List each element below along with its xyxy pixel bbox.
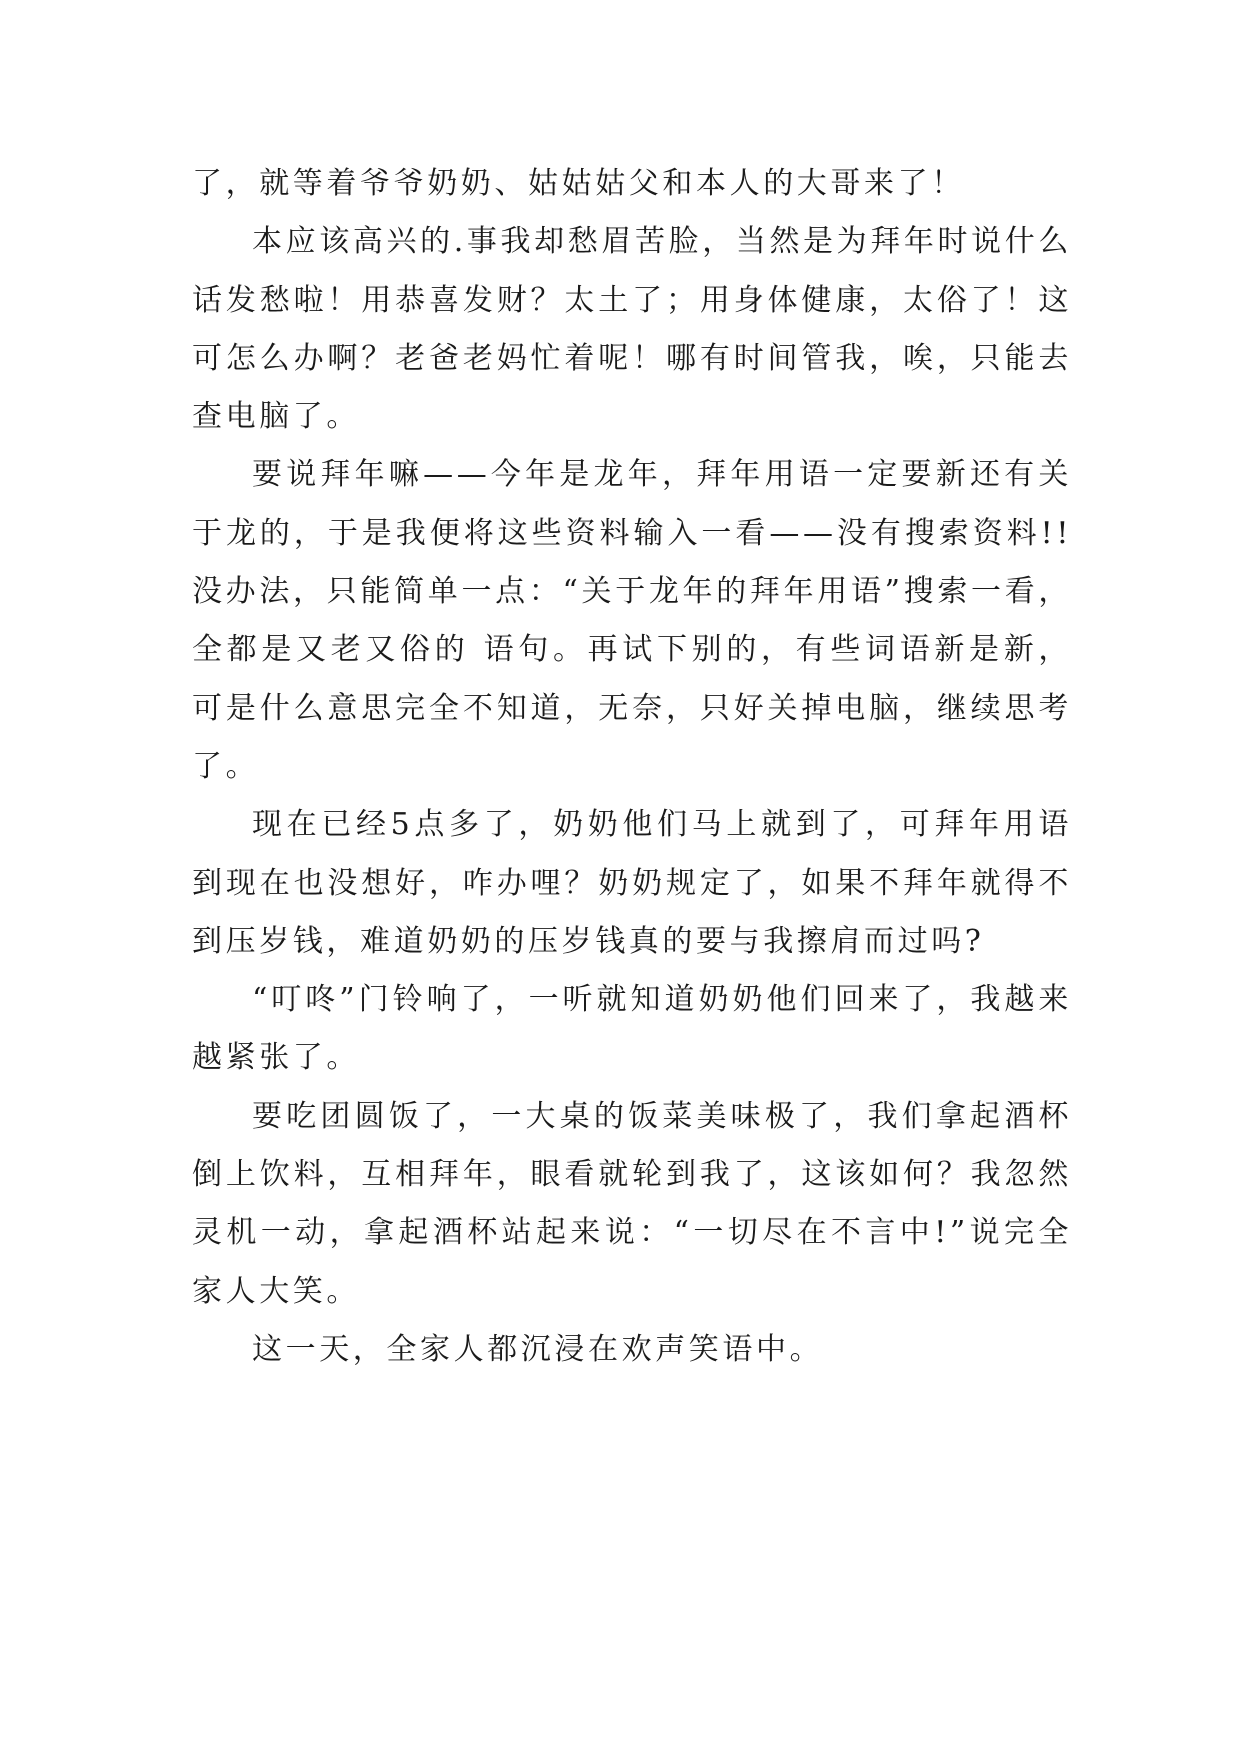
paragraph-2: 本应该高兴的.事我却愁眉苦脸，当然是为拜年时说什么话发愁啦！用恭喜发财？太土了；用身体健康，太俗了！这可怎么办啊？老爸老妈忙着呢！哪有时间管我，唉，只能去查电脑了。 — [192, 224, 1072, 435]
article-body — [192, 155, 1072, 1379]
paragraph-3: 要说拜年嘛——今年是龙年，拜年用语一定要新还有关于龙的，于是我便将这些资料输入一看——没有搜索资料!!没办法，只能简单一点：“关于龙年的拜年用语”搜索一看，全都是又老又俗的 语句。再试下别的，有些词语新是新，可是什么意思完全不知道，无奈，只好关掉电脑，继续思考了。 — [192, 457, 1072, 784]
paragraph-1: 了，就等着爷爷奶奶、姑姑姑父和本人的大哥来了！ — [192, 166, 965, 201]
paragraph-7: 这一天，全家人都沉浸在欢声笑语中。 — [252, 1331, 824, 1367]
paragraph-6: 要吃团圆饭了，一大桌的饭菜美味极了，我们拿起酒杯倒上饮料，互相拜年，眼看就轮到我了，这该如何？我忽然灵机一动，拿起酒杯站起来说：“一切尽在不言中!”说完全家人大笑。 — [192, 1098, 1072, 1309]
paragraph-5: “叮咚”门铃响了，一听就知道奶奶他们回来了，我越来越紧张了。 — [192, 982, 1072, 1076]
paragraph-4: 现在已经5点多了，奶奶他们马上就到了，可拜年用语到现在也没想好，咋办哩？奶奶规定了，如果不拜年就得不到压岁钱，难道奶奶的压岁钱真的要与我擦肩而过吗? — [192, 807, 1072, 959]
